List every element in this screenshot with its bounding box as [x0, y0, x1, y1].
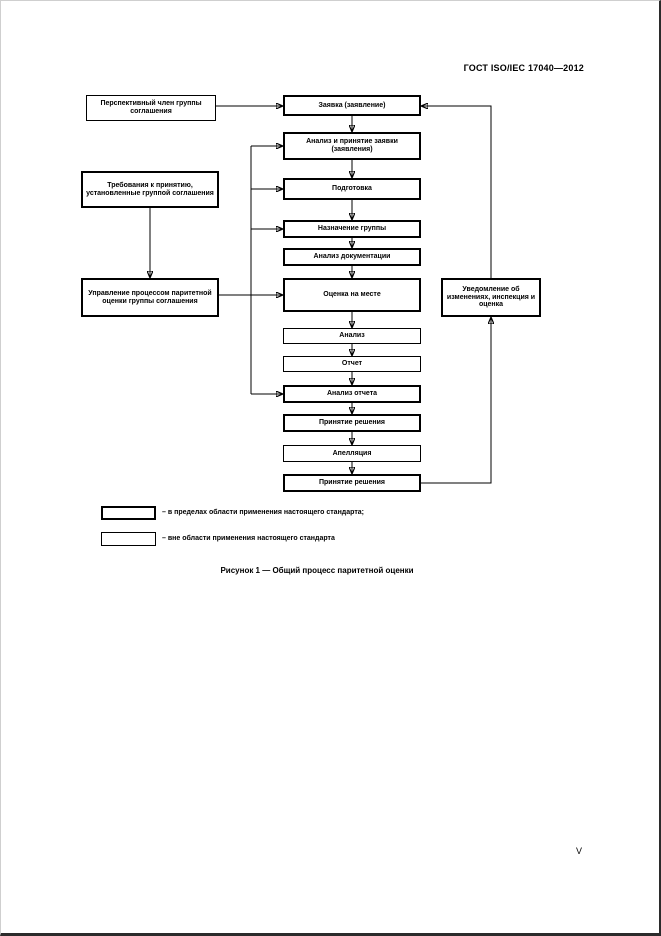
flow-box-final-decision: Принятие решения [283, 474, 421, 492]
flow-box-prospective-member: Перспективный член группы соглашения [86, 95, 216, 121]
flow-box-decision-making: Принятие решения [283, 414, 421, 432]
flow-box-team-appointment: Назначение группы [283, 220, 421, 238]
flow-box-report-analysis: Анализ отчета [283, 385, 421, 403]
flow-box-report: Отчет [283, 356, 421, 372]
flow-box-application: Заявка (заявление) [283, 95, 421, 116]
figure-caption: Рисунок 1 — Общий процесс паритетной оценки [220, 566, 414, 575]
legend-label-in-scope: – в пределах области применения настоящего стандарта; [162, 509, 364, 516]
flow-box-acceptance-requirements: Требования к принятию, установленные группой соглашения [81, 171, 219, 208]
flow-box-onsite-assessment: Оценка на месте [283, 278, 421, 312]
flow-box-document-analysis: Анализ документации [283, 248, 421, 266]
flow-box-analysis: Анализ [283, 328, 421, 344]
page-number: V [575, 846, 582, 856]
legend-swatch-out-of-scope [101, 532, 156, 546]
flow-box-preparation: Подготовка [283, 178, 421, 200]
page-header: ГОСТ ISO/IEC 17040—2012 [463, 63, 584, 73]
flow-box-notification-surveillance: Уведомление об изменениях, инспекция и оценка [441, 278, 541, 317]
flow-box-application-analysis: Анализ и принятие заявки (заявления) [283, 132, 421, 160]
legend-swatch-in-scope [101, 506, 156, 520]
flow-box-process-management: Управление процессом паритетной оценки группы соглашения [81, 278, 219, 317]
legend-label-out-of-scope: – вне области применения настоящего стандарта [162, 535, 335, 542]
flow-box-appeal: Апелляция [283, 445, 421, 462]
